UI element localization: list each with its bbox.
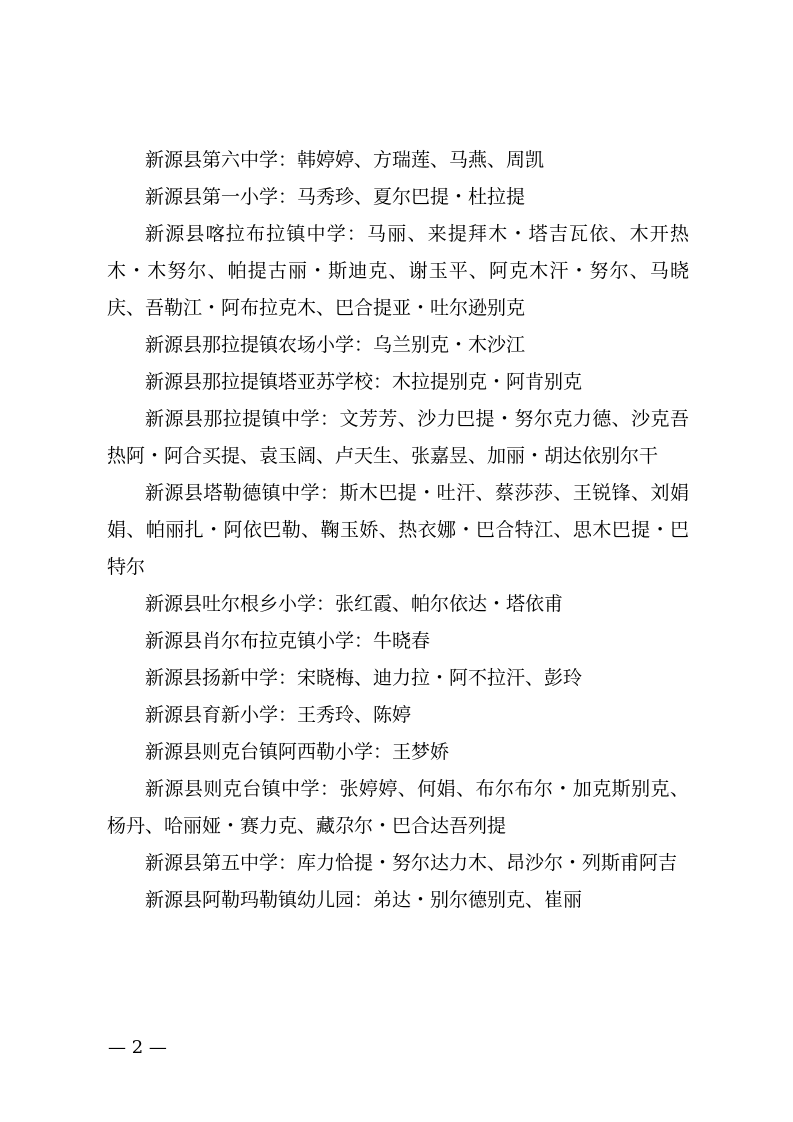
- list-item: [107, 734, 689, 771]
- list-item: [107, 142, 689, 179]
- school-name: 新源县则克台镇阿西勒小学: [145, 741, 374, 763]
- school-name: 新源县则克台镇中学: [145, 778, 320, 800]
- school-name: 新源县第五中学: [145, 852, 279, 874]
- school-name: 新源县扬新中学: [145, 667, 279, 689]
- list-item: [107, 845, 689, 882]
- school-name: 新源县那拉提镇塔亚苏学校: [145, 371, 374, 393]
- school-name: 新源县第六中学: [145, 149, 279, 171]
- separator: ：: [354, 334, 374, 356]
- teacher-names: 王秀玲、陈婷: [297, 704, 412, 726]
- school-name: 新源县塔勒德镇中学: [145, 482, 320, 504]
- list-item: [107, 179, 689, 216]
- separator: ：: [346, 223, 368, 245]
- separator: ：: [320, 482, 340, 504]
- list-item: [107, 364, 689, 401]
- list-item: [107, 216, 689, 327]
- teacher-names: 韩婷婷、方瑞莲、马燕、周凯: [297, 149, 545, 171]
- teacher-names: 马秀珍、夏尔巴提・杜拉提: [297, 186, 526, 208]
- school-name: 新源县育新小学: [145, 704, 279, 726]
- teacher-names: 宋晓梅、迪力拉・阿不拉汗、彭玲: [297, 667, 583, 689]
- list-item: [107, 586, 689, 623]
- separator: ：: [278, 149, 298, 171]
- list-item: [107, 623, 689, 660]
- separator: ：: [354, 889, 374, 911]
- list-item: [107, 660, 689, 697]
- school-name: 新源县阿勒玛勒镇幼儿园: [145, 889, 355, 911]
- school-name: 新源县第一小学: [145, 186, 279, 208]
- page-number: — 2 —: [108, 1037, 167, 1058]
- separator: ：: [373, 741, 393, 763]
- teacher-names: 乌兰别克・木沙江: [373, 334, 526, 356]
- separator: ：: [320, 408, 340, 430]
- separator: ：: [278, 186, 298, 208]
- school-name: 新源县喀拉布拉镇中学: [145, 223, 347, 245]
- separator: ：: [278, 667, 298, 689]
- separator: ：: [316, 593, 336, 615]
- teacher-names: 木拉提别克・阿肯别克: [392, 371, 583, 393]
- teacher-names: 牛晓春: [373, 630, 431, 652]
- teacher-names: 张婷婷、何娟、布尔布尔・加克斯别克、杨丹、哈丽娅・赛力克、藏尕尔・巴合达吾列提: [107, 778, 689, 837]
- list-item: [107, 475, 689, 586]
- list-item: [107, 697, 689, 734]
- teacher-names: 弟达・别尔德别克、崔丽: [373, 889, 583, 911]
- separator: ：: [373, 371, 393, 393]
- school-name: 新源县那拉提镇中学: [145, 408, 320, 430]
- list-item: [107, 401, 689, 475]
- list-item: [107, 882, 689, 919]
- teacher-names: 马丽、来提拜木・塔吉瓦依、木开热木・木努尔、帕提古丽・斯迪克、谢玉平、阿克木汗・努尔、马晓庆、吾勒江・阿布拉克木、巴合提亚・吐尔逊别克: [107, 223, 689, 319]
- teacher-names: 张红霞、帕尔依达・塔依甫: [335, 593, 564, 615]
- teacher-names: 文芳芳、沙力巴提・努尔克力德、沙克吾热阿・阿合买提、袁玉阔、卢天生、张嘉昱、加丽・胡达依别尔干: [107, 408, 689, 467]
- school-name: 新源县那拉提镇农场小学: [145, 334, 355, 356]
- separator: ：: [278, 852, 298, 874]
- school-name: 新源县肖尔布拉克镇小学: [145, 630, 355, 652]
- list-item: [107, 327, 689, 364]
- teacher-names: 斯木巴提・吐汗、蔡莎莎、王锐锋、刘娟娟、帕丽扎・阿依巴勒、鞠玉娇、热衣娜・巴合特江、思木巴提・巴特尔: [107, 482, 689, 578]
- teacher-names: 王梦娇: [392, 741, 450, 763]
- school-name: 新源县吐尔根乡小学: [145, 593, 317, 615]
- separator: ：: [354, 630, 374, 652]
- separator: ：: [278, 704, 298, 726]
- list-item: [107, 771, 689, 845]
- separator: ：: [320, 778, 340, 800]
- award-list: [107, 142, 689, 919]
- teacher-names: 库力恰提・努尔达力木、昂沙尔・列斯甫阿吉: [297, 852, 678, 874]
